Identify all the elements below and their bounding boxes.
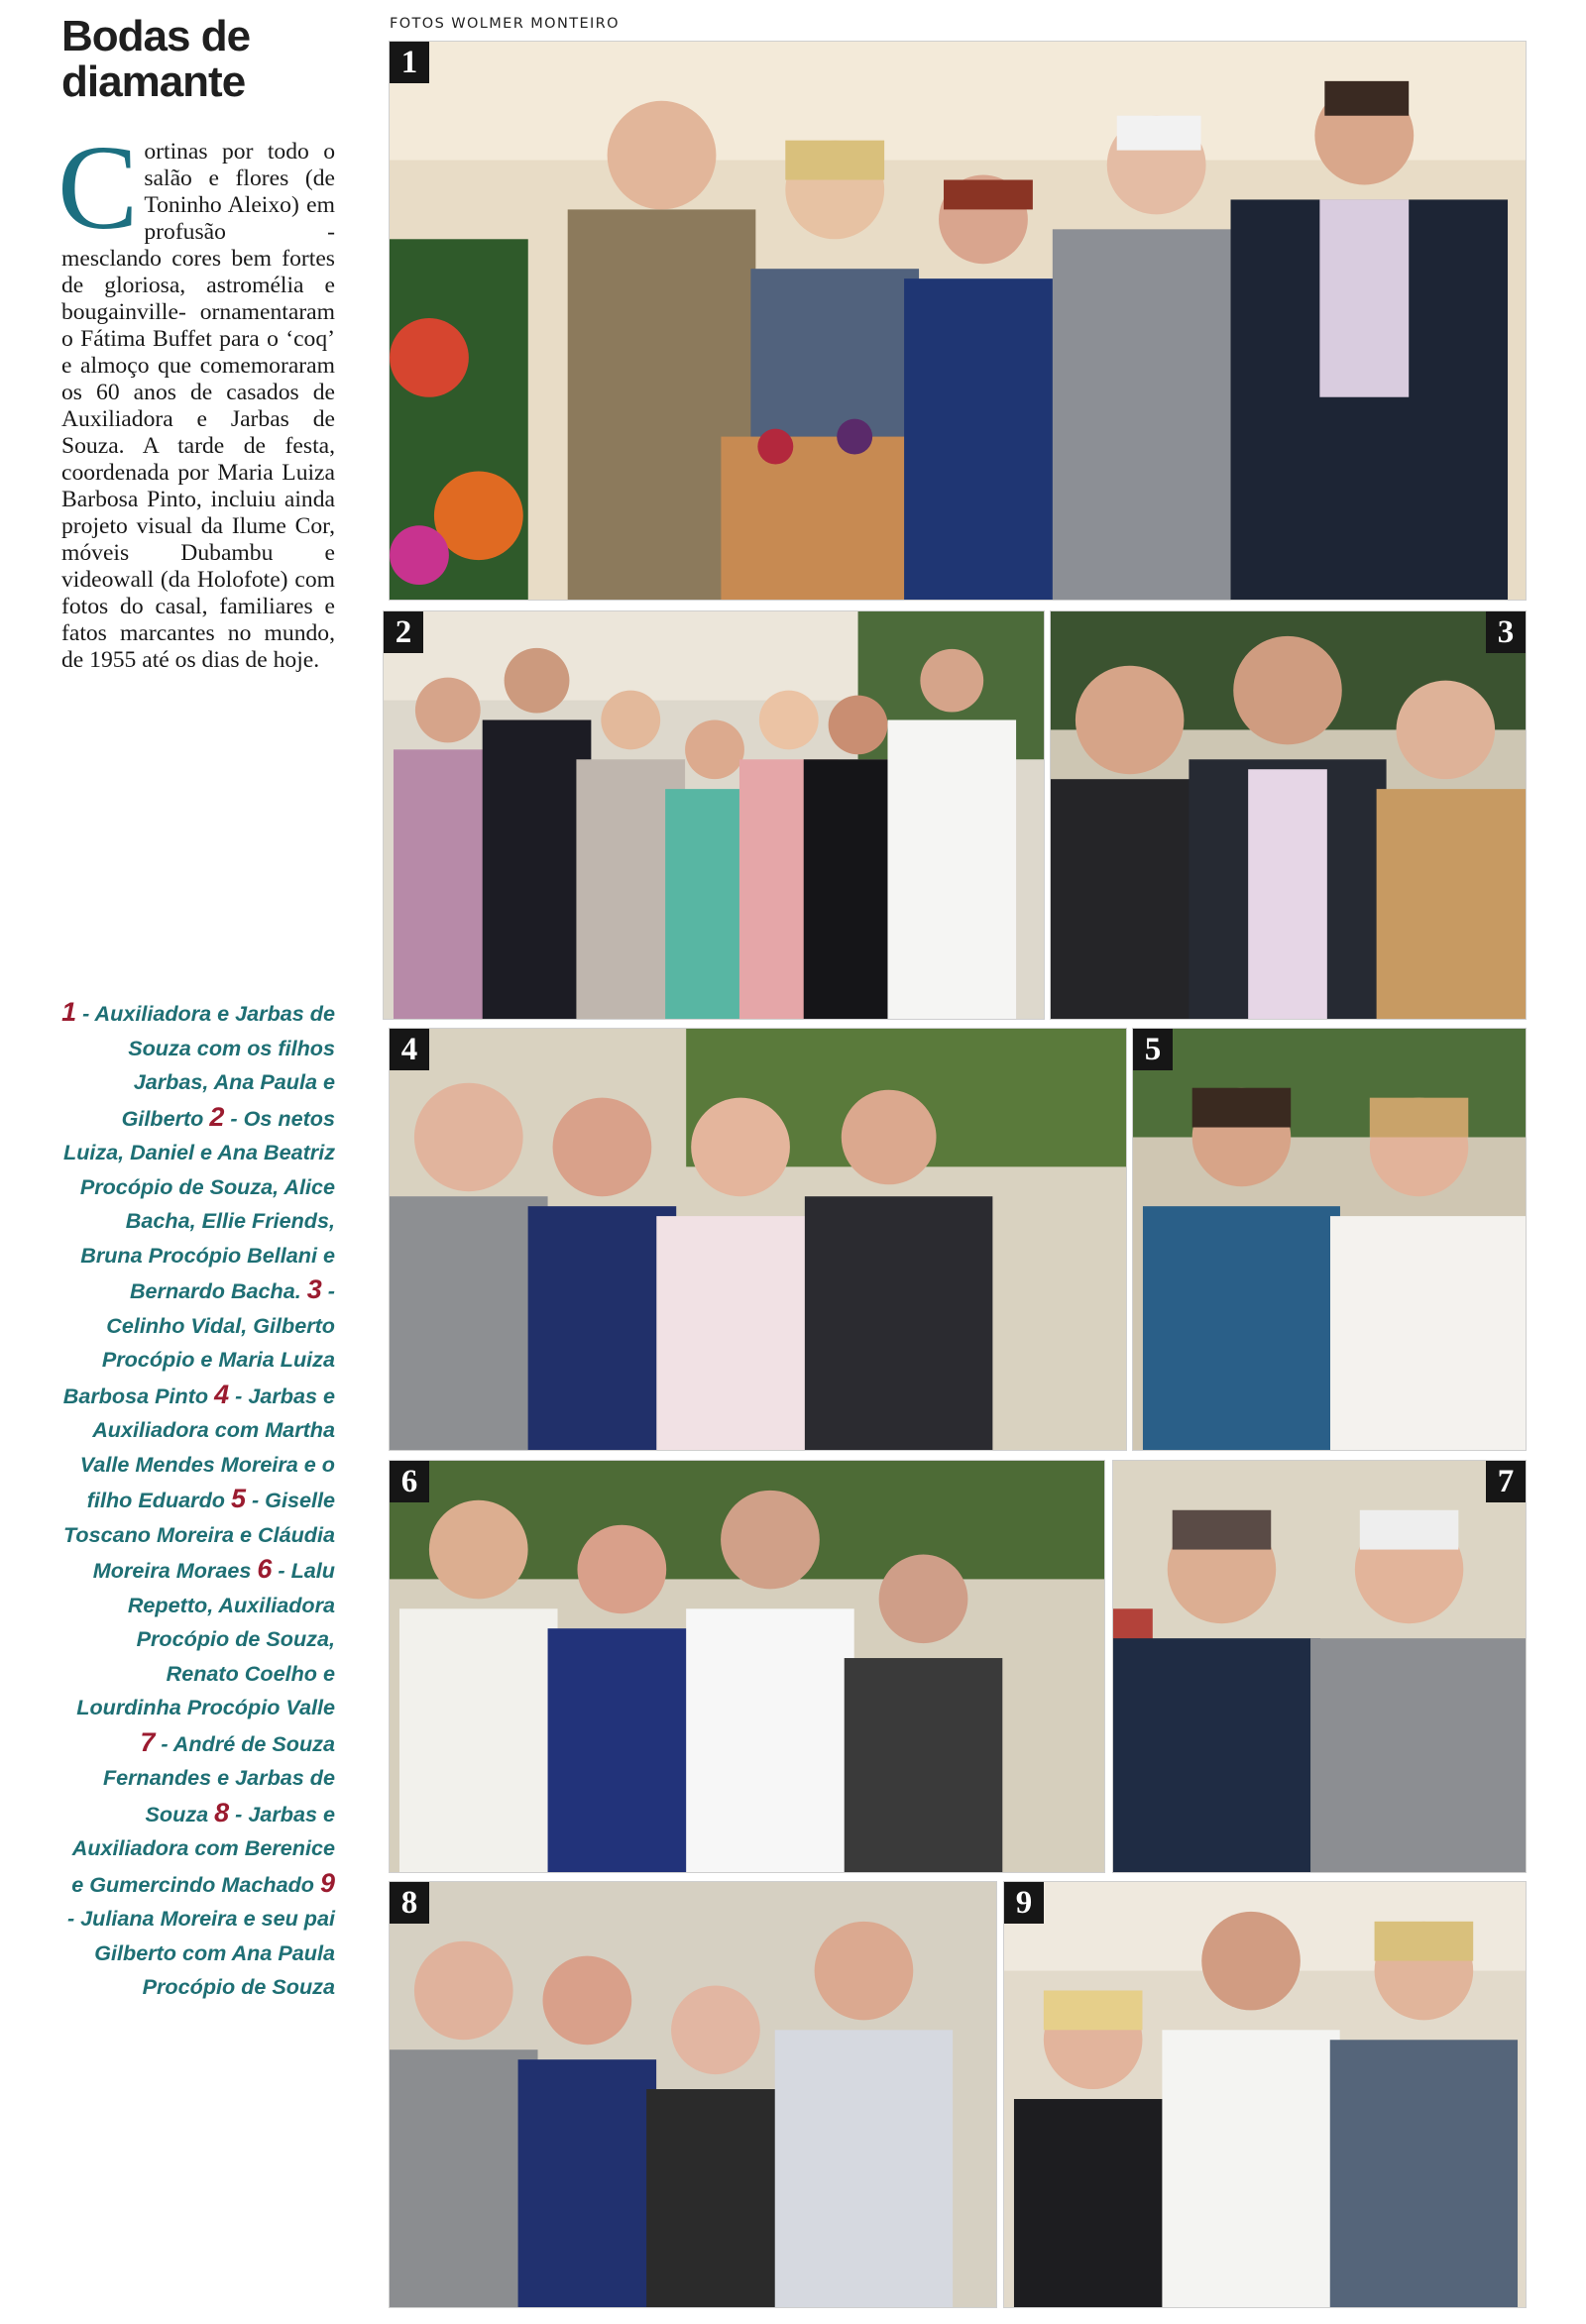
photo-4 xyxy=(389,1028,1127,1451)
caption-text: - Juliana Moreira e seu pai Gilberto com Ana Paula Procópio de Souza xyxy=(66,1906,335,1999)
photo-9-image xyxy=(1004,1882,1526,2307)
caption-text: - André de Souza Fernandes e Jarbas de Souza xyxy=(102,1730,335,1826)
headline-line-2: diamante xyxy=(61,57,246,106)
photo-7-image xyxy=(1113,1461,1526,1872)
caption-number: 1 xyxy=(61,997,77,1027)
photo-4-image xyxy=(390,1029,1126,1450)
photo-6 xyxy=(389,1460,1105,1873)
photo-number-badge: 3 xyxy=(1486,611,1526,653)
photo-8 xyxy=(389,1881,997,2308)
photo-number-badge: 6 xyxy=(390,1461,429,1502)
caption-text: - Giselle Toscano Moreira e Cláudia Moreira Moraes xyxy=(63,1488,335,1583)
caption-number: 4 xyxy=(214,1379,230,1409)
article-column xyxy=(57,12,335,674)
photo-5 xyxy=(1132,1028,1527,1451)
photo-3 xyxy=(1050,610,1527,1020)
caption-number: 6 xyxy=(257,1554,273,1584)
photo-3-image xyxy=(1051,611,1526,1019)
caption-number: 3 xyxy=(306,1274,322,1304)
caption-number: 8 xyxy=(214,1797,230,1827)
photo-number-badge: 7 xyxy=(1486,1461,1526,1502)
photo-number-badge: 5 xyxy=(1133,1029,1173,1070)
photo-7 xyxy=(1112,1460,1527,1873)
photo-9 xyxy=(1003,1881,1527,2308)
photo-1-image xyxy=(390,42,1526,600)
photo-credit: FOTOS WOLMER MONTEIRO xyxy=(390,16,620,32)
photo-2 xyxy=(383,610,1045,1020)
photo-captions xyxy=(61,995,335,2005)
intro-body: ortinas por todo o salão e flores (de Toninho Aleixo) em profusão - mesclando cores bem fortes de gloriosa, astromélia e bougainville- ornamentaram o Fátima Buffet para o ‘coq’ e almoço que comemoraram os 60 anos de casados de Auxiliadora e Jarbas de Souza. A tarde de festa, coordenada por Maria Luiza Barbosa Pinto, incluiu ainda projeto visual da Ilume Cor, móveis Dubambu e videowall (da Holofote) com fotos do casal, familiares e fatos marcantes no mundo, de 1955 até os dias de hoje. xyxy=(61,139,335,673)
photo-number-badge: 8 xyxy=(390,1882,429,1924)
photo-number-badge: 2 xyxy=(384,611,423,653)
caption-text: - Auxiliadora e Jarbas de Souza com os filhos Jarbas, Ana Paula e Gilberto xyxy=(76,1001,335,1131)
headline xyxy=(61,14,335,105)
photo-number-badge: 4 xyxy=(390,1029,429,1070)
caption-number: 7 xyxy=(140,1726,156,1757)
caption-number: 9 xyxy=(319,1867,335,1898)
caption-number: 5 xyxy=(230,1484,246,1513)
photo-6-image xyxy=(390,1461,1104,1872)
photo-1 xyxy=(389,41,1527,601)
photo-8-image xyxy=(390,1882,996,2307)
caption-number: 2 xyxy=(209,1101,225,1132)
caption-text: - Jarbas e Auxiliadora com Berenice e Gumercindo Machado xyxy=(71,1801,335,1897)
caption-text: - Lalu Repetto, Auxiliadora Procópio de Souza, Renato Coelho e Lourdinha Procópio Valle xyxy=(76,1558,335,1719)
caption-text: - Jarbas e Auxiliadora com Martha Valle Mendes Moreira e o filho Eduardo xyxy=(79,1383,335,1512)
photo-number-badge: 9 xyxy=(1004,1882,1044,1924)
photo-5-image xyxy=(1133,1029,1526,1450)
caption-text: - Celinho Vidal, Gilberto Procópio e Maria Luiza Barbosa Pinto xyxy=(62,1278,335,1408)
intro-text xyxy=(57,121,335,674)
photo-number-badge: 1 xyxy=(390,42,429,83)
drop-cap: C xyxy=(57,121,139,255)
caption-text: - Os netos Luiza, Daniel e Ana Beatriz Procópio de Souza, Alice Bacha, Ellie Friends, Bruna Procópio Bellani e Bernardo Bacha. xyxy=(63,1105,335,1303)
photo-2-image xyxy=(384,611,1044,1019)
headline-line-1: Bodas de xyxy=(61,12,251,60)
